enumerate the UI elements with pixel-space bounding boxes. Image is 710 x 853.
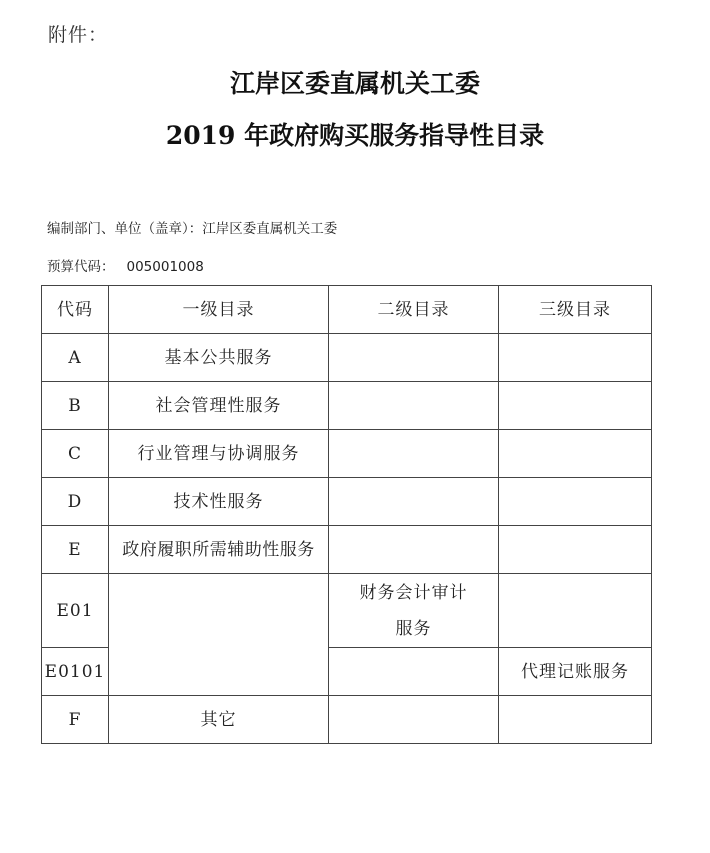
table-row	[42, 478, 652, 526]
level1-cell: 政府履职所需辅助性服务	[109, 526, 329, 574]
directory-table	[41, 285, 652, 744]
level3-cell	[499, 382, 652, 430]
attachment-label: 附件：	[48, 24, 109, 46]
table-row	[42, 430, 652, 478]
level1-cell: 社会管理性服务	[109, 382, 329, 430]
code-cell: B	[42, 382, 109, 430]
code-cell: E	[42, 526, 109, 574]
level1-cell: 基本公共服务	[109, 334, 329, 382]
table-header-row	[42, 286, 652, 334]
level3-cell	[499, 526, 652, 574]
budget-code-line	[47, 255, 204, 275]
level3-cell	[499, 696, 652, 744]
table-row	[42, 696, 652, 744]
level3-cell: 代理记账服务	[499, 648, 652, 696]
header-code: 代码	[42, 286, 109, 334]
level2-cell	[329, 334, 499, 382]
level2-cell	[329, 648, 499, 696]
level2-text-line2: 服务	[395, 618, 432, 639]
table-row	[42, 526, 652, 574]
document-title-line1: 江岸区委直属机关工委	[229, 69, 480, 98]
level2-cell	[329, 574, 499, 648]
table-row	[42, 334, 652, 382]
header-level1: 一级目录	[109, 286, 329, 334]
table-row	[42, 574, 652, 648]
level1-cell: 技术性服务	[109, 478, 329, 526]
level3-cell	[499, 478, 652, 526]
compiler-label: 编制部门、单位（盖章）：江岸区委直属机关工委	[47, 221, 338, 237]
header-level2: 二级目录	[329, 286, 499, 334]
budget-code-label: 预算代码：	[47, 259, 115, 275]
level2-cell	[329, 478, 499, 526]
level2-text-line1: 财务会计审计	[359, 582, 468, 603]
table-row	[42, 382, 652, 430]
level2-cell	[329, 526, 499, 574]
code-cell: E01	[42, 574, 109, 648]
level1-cell: 行业管理与协调服务	[109, 430, 329, 478]
level3-cell	[499, 430, 652, 478]
code-cell: A	[42, 334, 109, 382]
level2-cell	[329, 382, 499, 430]
code-cell: E0101	[42, 648, 109, 696]
budget-code-value: 005001008	[126, 259, 204, 275]
level3-cell	[499, 334, 652, 382]
level2-cell	[329, 430, 499, 478]
code-cell: D	[42, 478, 109, 526]
level2-cell	[329, 696, 499, 744]
header-level3: 三级目录	[499, 286, 652, 334]
level1-cell-merged	[109, 574, 329, 696]
code-cell: F	[42, 696, 109, 744]
code-cell: C	[42, 430, 109, 478]
document-title-line2: 2019 年政府购买服务指导性目录	[165, 121, 545, 150]
level3-cell	[499, 574, 652, 648]
level1-cell: 其它	[109, 696, 329, 744]
